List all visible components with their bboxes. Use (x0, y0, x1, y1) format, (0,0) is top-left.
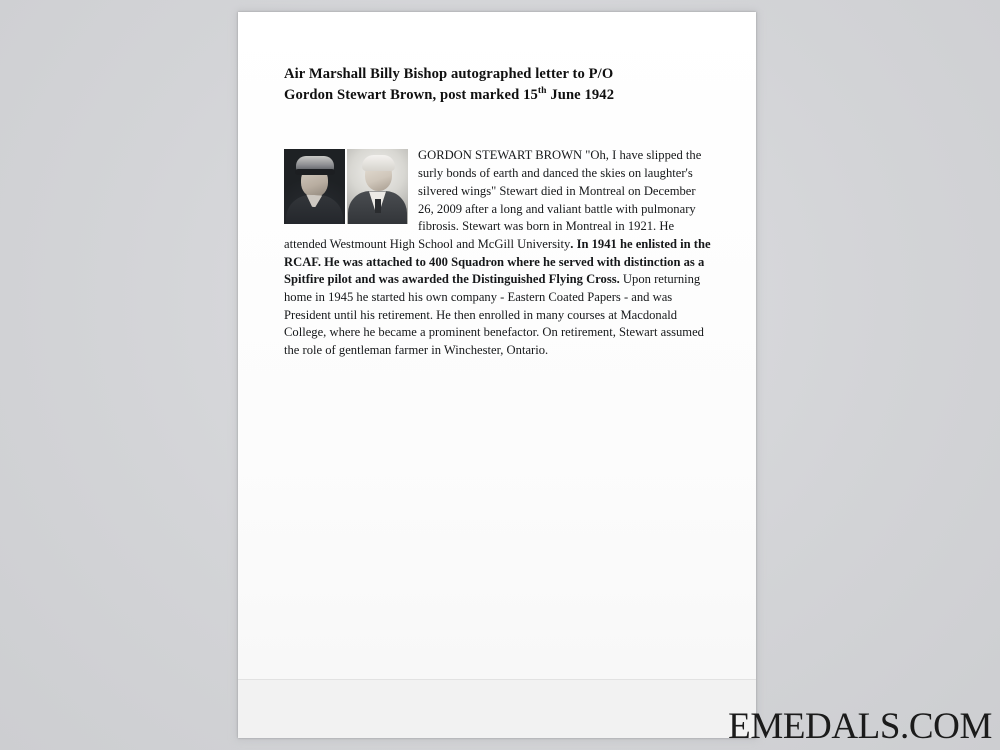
document-content (284, 64, 714, 360)
scan-bottom-band (238, 679, 756, 738)
portrait-photo-pair (284, 149, 412, 224)
title-line-2-after: June 1942 (546, 86, 615, 103)
title-line-2-before: Gordon Stewart Brown, post marked 15 (284, 86, 538, 103)
portrait-photo-older-man (347, 149, 408, 224)
biography-text-part-3: Upon returning home in 1945 he started his own company - Eastern Coated Papers - and was President until his retirement. He then enrolled in many courses at Macdonald College, where he became a prominent benefactor. On retirement, Stewart assumed the role of gentleman farmer in Winchester, Ontario. (284, 272, 704, 357)
biography-text-part-1: GORDON STEWART BROWN "Oh, I have slipped the surly bonds of earth and danced the skies on laughter's silvered wings" Stewart died in Montreal on December 26, 2009 after a long and valiant battle with pulmonary fibrosis. Stewart was born in Montreal in 1921. He attended Westmount High School and McGill University (284, 148, 702, 251)
title-line-1: Air Marshall Billy Bishop autographed letter to P/O (284, 66, 614, 82)
photo-cap-brim (295, 169, 335, 175)
page-title (284, 64, 714, 105)
biography-paragraph (284, 147, 714, 359)
photo-hair (362, 155, 395, 171)
emedals-watermark: EMEDALS.COM (728, 706, 992, 747)
biography-text-part-2-bold: . In 1941 he enlisted in the RCAF. He was attached to 400 Squadron where he served with distinction as a Spitfire pilot and was awarded the Distinguished Flying Cross. (284, 236, 711, 287)
scanned-document-page (238, 12, 756, 738)
portrait-photo-airman (284, 149, 345, 224)
title-ordinal-suffix: th (537, 84, 547, 96)
photo-tie (375, 199, 381, 213)
